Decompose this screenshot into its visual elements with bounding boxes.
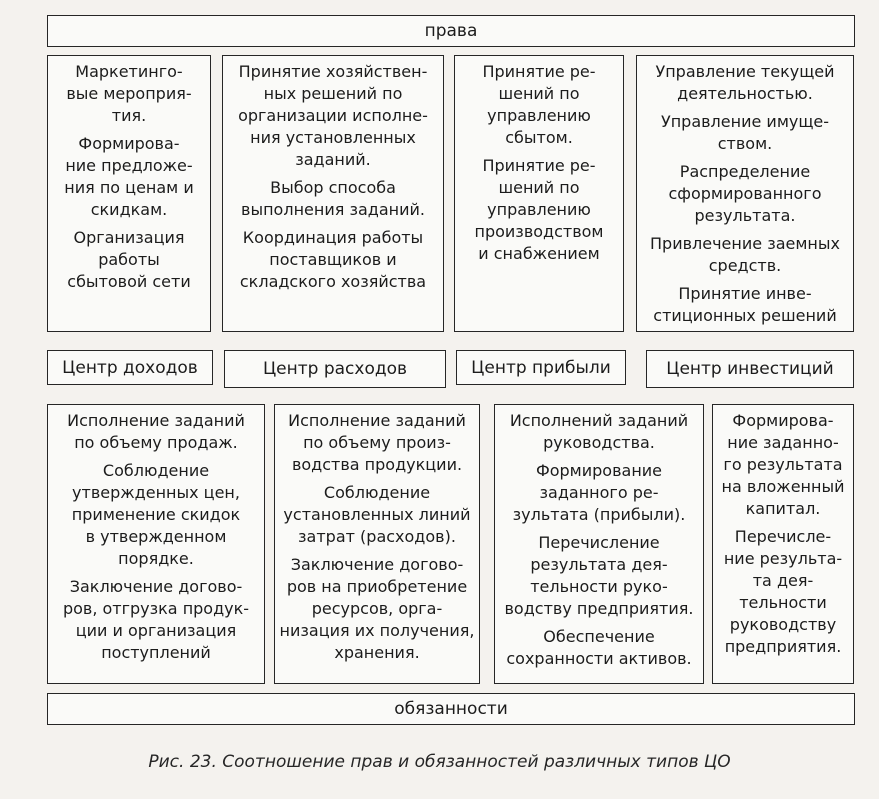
duties-item: Формирова- ние заданно- го результата на вложенный капитал. — [721, 411, 845, 518]
center-investment — [646, 350, 854, 388]
rights-item: Принятие ре- шений по управлению производством и снабжением — [474, 156, 604, 263]
duties-item: Соблюдение установленных линий затрат (расходов). — [283, 483, 471, 546]
duties-item: Исполнений заданий руководства. — [509, 411, 689, 452]
duties-item: Заключение догово- ров, отгрузка продук- ции и организация поступлений — [62, 577, 250, 662]
figure-caption: Рис. 23. Соотношение прав и обязанностей различных типов ЦО — [148, 752, 731, 772]
rights-item: Привлечение заемных средств. — [650, 234, 840, 275]
duties-box-profit — [494, 404, 704, 684]
rights-box-revenue — [47, 55, 211, 332]
center-revenue — [47, 350, 213, 385]
duties-item: Заключение догово- ров на приобретение ресурсов, орга- низация их получения, хранения. — [279, 555, 475, 662]
duties-item: Формирование заданного ре- зультата (прибыли). — [512, 461, 686, 524]
duties-label: обязанности — [394, 699, 508, 719]
rights-item: Принятие инве- стиционных решений — [653, 284, 837, 325]
duties-bar — [47, 693, 855, 725]
rights-box-expense — [222, 55, 444, 332]
duties-box-revenue — [47, 404, 265, 684]
center-label: Центр прибыли — [471, 357, 611, 378]
rights-item: Управление текущей деятельностью. — [655, 62, 835, 103]
center-expense — [224, 350, 446, 388]
rights-label: права — [424, 21, 478, 41]
rights-item: Выбор способа выполнения заданий. — [241, 178, 425, 219]
duties-item: Перечисле- ние результа- та дея- тельности руководству предприятия. — [723, 527, 843, 656]
rights-item: Управление имуще- ством. — [660, 112, 830, 153]
rights-box-investment — [636, 55, 854, 332]
duties-item: Перечисление результата дея- тельности руко- водству предприятия. — [504, 533, 694, 618]
duties-item: Исполнение заданий по объему произ- водства продукции. — [288, 411, 466, 474]
rights-item: Принятие хозяйствен- ных решений по организации исполне- ния установленных заданий. — [238, 62, 428, 169]
duties-item: Соблюдение утвержденных цен, применение скидок в утвержденном порядке. — [71, 461, 241, 568]
rights-item: Координация работы поставщиков и складского хозяйства — [239, 228, 427, 291]
center-label: Центр инвестиций — [666, 359, 834, 379]
rights-item: Организация работы сбытовой сети — [67, 228, 191, 291]
duties-box-investment — [712, 404, 854, 684]
rights-item: Принятие ре- шений по управлению сбытом. — [482, 62, 596, 147]
rights-bar — [47, 15, 855, 47]
rights-item: Маркетинго- вые мероприя- тия. — [66, 62, 192, 125]
center-label: Центр доходов — [62, 357, 198, 378]
duties-item: Исполнение заданий по объему продаж. — [67, 411, 245, 452]
duties-box-expense — [274, 404, 480, 684]
duties-item: Обеспечение сохранности активов. — [506, 627, 692, 668]
center-profit — [456, 350, 626, 385]
rights-item: Распределение сформированного результата. — [668, 162, 822, 225]
rights-box-profit — [454, 55, 624, 332]
rights-item: Формирова- ние предложе- ния по ценам и скидкам. — [64, 134, 194, 219]
center-label: Центр расходов — [262, 359, 408, 379]
